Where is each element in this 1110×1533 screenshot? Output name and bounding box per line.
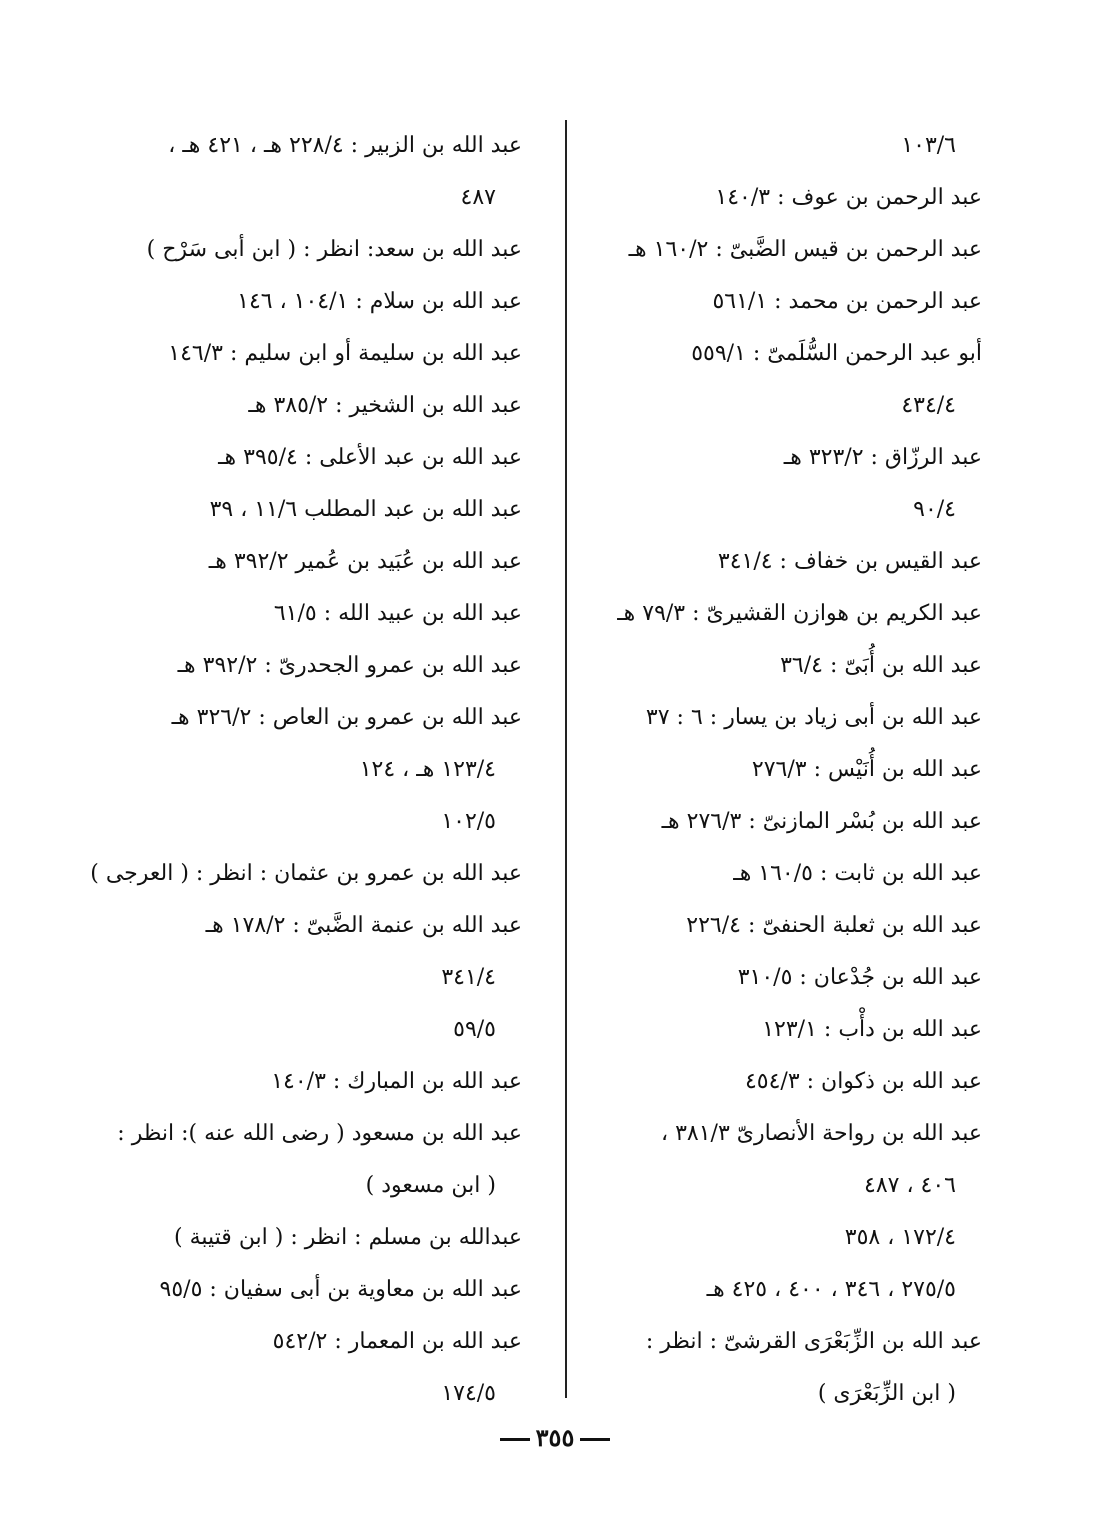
index-entry: عبد الله بن سلام : ١٠٤/١ ، ١٤٦: [237, 289, 522, 314]
index-entry: عبد الله بن عبيد الله : ٦١/٥: [273, 601, 522, 626]
page-number-text: ٣٥٥: [535, 1423, 575, 1452]
index-entry: عبد الله بن معاوية بن أبى سفيان : ٩٥/٥: [159, 1277, 522, 1302]
index-entry: ١٢٣/٤ هـ ، ١٢٤: [359, 757, 496, 782]
index-entry: عبد الله بن ثعلبة الحنفىّ : ٢٢٦/٤: [686, 913, 982, 938]
right-column: [532, 120, 982, 1420]
column-divider: [565, 120, 567, 1398]
index-entry: عبد الله بن مسعود ( رضى الله عنه ): انظر :: [117, 1121, 522, 1146]
index-entry: عبد الله بن الزِّبَعْرَى القرشىّ : انظر :: [645, 1329, 982, 1354]
index-entry: عبد الله بن الزبير : ٢٢٨/٤ هـ ، ٤٢١ هـ ،: [168, 133, 522, 158]
index-entry: ٥٩/٥: [453, 1017, 496, 1042]
index-entry: عبد الكريم بن هوازن القشيرىّ : ٧٩/٣ هـ: [617, 601, 982, 626]
index-entry: ٣٤١/٤: [441, 965, 496, 990]
index-entry: ( ابن مسعود ): [365, 1173, 496, 1198]
index-entry: عبدالله بن مسلم : انظر : ( ابن قتيبة ): [174, 1225, 522, 1250]
index-entry: عبد القيس بن خفاف : ٣٤١/٤: [717, 549, 982, 574]
index-entry: عبد الله بن عنمة الضَّبىّ : ١٧٨/٢ هـ: [205, 913, 522, 938]
index-entry: عبد الله بن عمرو بن عثمان : انظر : ( العرجى ): [90, 861, 522, 886]
index-entry: عبد الله بن عمرو الجحدرىّ : ٣٩٢/٢ هـ: [177, 653, 522, 678]
index-entry: ٢٧٥/٥ ، ٣٤٦ ، ٤٠٠ ، ٤٢٥ هـ: [706, 1277, 956, 1302]
index-entry: عبد الله بن عُبَيد بن عُمير ٣٩٢/٢ هـ: [208, 549, 522, 574]
index-entry: عبد الله بن دأْب : ١٢٣/١: [762, 1017, 982, 1042]
index-entry: عبد الله بن أُبَىّ : ٣٦/٤: [780, 653, 982, 678]
index-entry: عبد الله بن عبد المطلب ١١/٦ ، ٣٩: [209, 497, 522, 522]
index-entry: ١٠٢/٥: [441, 809, 496, 834]
index-entry: عبد الله بن سعد: انظر : ( ابن أبى سَرْح ): [146, 237, 522, 262]
index-entry: عبد الله بن بُسْر المازنىّ : ٢٧٦/٣ هـ: [661, 809, 982, 834]
dash-left: [580, 1438, 610, 1441]
index-entry: عبد الله بن أبى زياد بن يسار : ٦ : ٣٧: [645, 705, 982, 730]
index-entry: عبد الله بن ذكوان : ٤٥٤/٣: [744, 1069, 982, 1094]
index-entry: عبد الرحمن بن قيس الضَّبىّ : ١٦٠/٢ هـ: [628, 237, 982, 262]
index-entry: ( ابن الزِّبَعْرَى ): [817, 1381, 956, 1406]
index-entry: عبد الله بن المبارك : ١٤٠/٣: [271, 1069, 522, 1094]
index-entry: عبد الله بن عبد الأعلى : ٣٩٥/٤ هـ: [218, 445, 522, 470]
page-number: [0, 1418, 1110, 1458]
index-entry: ٩٠/٤: [913, 497, 956, 522]
index-entry: عبد الله بن المعمار : ٥٤٢/٢: [272, 1329, 522, 1354]
index-entry: عبد الله بن ثابت : ١٦٠/٥ هـ: [733, 861, 982, 886]
left-column: [62, 120, 522, 1420]
index-entry: ٤٣٤/٤: [901, 393, 956, 418]
index-entry: عبد الرحمن بن محمد : ٥٦١/١: [712, 289, 982, 314]
dash-right: [500, 1438, 530, 1441]
index-entry: ١٧٤/٥: [441, 1381, 496, 1406]
index-entry: عبد الله بن الشخير : ٣٨٥/٢ هـ: [248, 393, 522, 418]
index-entry: عبد الله بن جُدْعان : ٣١٠/٥: [737, 965, 982, 990]
index-entry: ٤٠٦ ، ٤٨٧: [864, 1173, 956, 1198]
index-entry: عبد الرحمن بن عوف : ١٤٠/٣: [715, 185, 982, 210]
index-entry: عبد الله بن رواحة الأنصارىّ ٣٨١/٣ ،: [661, 1121, 982, 1146]
index-entry: عبد الله بن أُنَيْس : ٢٧٦/٣: [751, 757, 982, 782]
index-entry: أبو عبد الرحمن السُّلَمىّ : ٥٥٩/١: [691, 341, 982, 366]
index-entry: عبد الله بن عمرو بن العاص : ٣٢٦/٢ هـ: [171, 705, 522, 730]
index-entry: عبد الرزّاق : ٣٢٣/٢ هـ: [783, 445, 982, 470]
index-entry: عبد الله بن سليمة أو ابن سليم : ١٤٦/٣: [168, 341, 522, 366]
index-entry: ١٧٢/٤ ، ٣٥٨: [844, 1225, 956, 1250]
index-entry: ٤٨٧: [460, 185, 496, 210]
index-entry: ١٠٣/٦: [901, 133, 956, 158]
